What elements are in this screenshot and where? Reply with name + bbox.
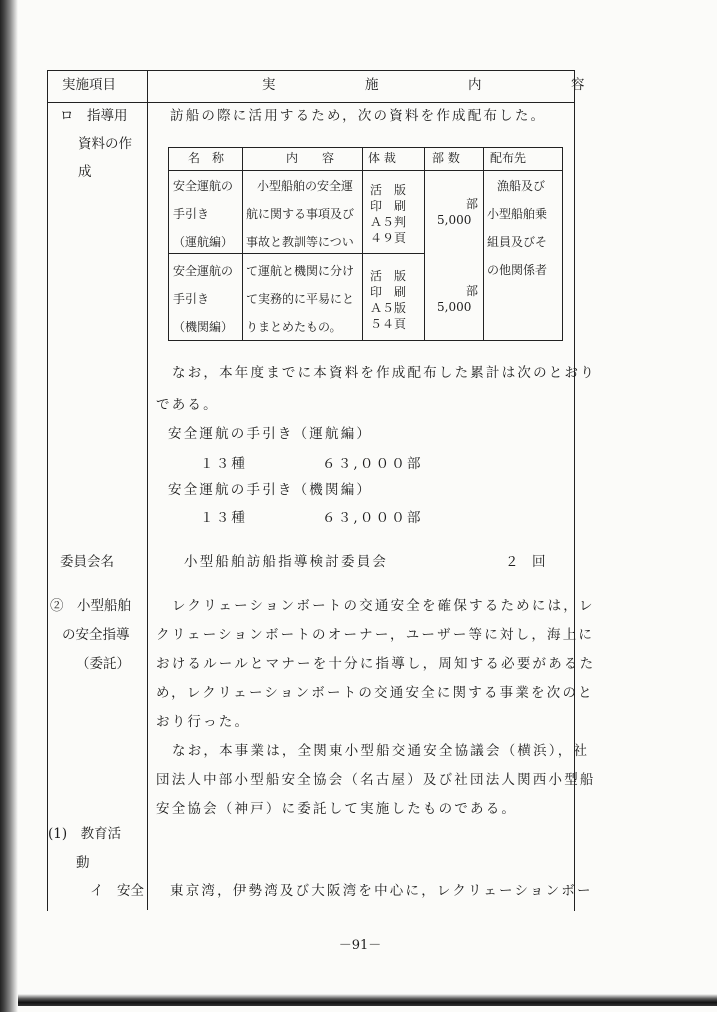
distribution-line4: の他関係者 <box>487 263 548 277</box>
scan-edge-shadow <box>0 0 18 1012</box>
row2-format-line1: 活 版 <box>370 269 407 283</box>
item1-label-line3: 成 <box>78 164 92 180</box>
page-number: －91－ <box>338 938 382 953</box>
note-line2: である。 <box>156 397 219 413</box>
table-header-distribution: 配布先 <box>490 151 527 165</box>
row2-format-line4: ５４頁 <box>370 317 407 331</box>
item2-label-line3: （委託） <box>76 656 130 672</box>
item3-label-line2: 動 <box>76 855 90 871</box>
committee-label: 委員会名 <box>60 554 114 570</box>
item2-label-line1: ② 小型船舶 <box>50 598 131 614</box>
row1-content-line1: 小型船舶の安全運 <box>257 179 354 193</box>
row1-format-line2: 印 刷 <box>370 199 407 213</box>
item1-intro: 訪船の際に活用するため，次の資料を作成配布した。 <box>170 108 547 124</box>
item2-body-line7: 団法人中部小型船安全協会（名古屋）及び社団法人関西小型船 <box>156 772 596 788</box>
row1-format-line1: 活 版 <box>370 183 407 197</box>
distribution-line2: 小型船舶乗 <box>487 207 548 221</box>
item4-label: イ 安全 <box>90 883 144 899</box>
row2-name-line2: 手引き <box>173 292 210 306</box>
row2-name-line1: 安全運航の <box>173 264 234 278</box>
header-rule <box>47 102 575 103</box>
total2-title: 安全運航の手引き（機関編） <box>168 482 373 498</box>
item1-label-line2: 資料の作 <box>78 136 132 152</box>
row1-format-line4: ４９頁 <box>370 231 407 245</box>
row2-format-line2: 印 刷 <box>370 285 407 299</box>
row2-content-line3: りまとめたもの。 <box>246 320 342 334</box>
row1-name-line3: （運航編） <box>173 235 234 249</box>
row1-name-line1: 安全運航の <box>173 179 234 193</box>
item2-body-line8: 安全協会（神戸）に委託して実施したものである。 <box>156 801 518 817</box>
header-item-label: 実施項目 <box>62 77 116 93</box>
item1-label-line1: ロ 指導用 <box>60 108 128 124</box>
total1-copies: ６３,０００部 <box>322 456 423 472</box>
item3-label-line1: (1) 教育活 <box>48 826 122 842</box>
item4-body: 東京湾，伊勢湾及び大阪湾を中心に，レクリェーションボー <box>170 883 593 899</box>
table-header-content: 内 容 <box>286 151 335 165</box>
total1-title: 安全運航の手引き（運航編） <box>168 426 373 442</box>
distribution-line3: 組員及びそ <box>487 235 548 249</box>
item2-body-line5: おり行った。 <box>156 714 251 730</box>
row1-format-line3: Ａ５判 <box>370 215 407 229</box>
item2-label-line2: の安全指導 <box>62 627 130 643</box>
total1-kinds: １３種 <box>200 456 248 472</box>
row1-content-line3: 事故と教訓等につい <box>246 235 354 249</box>
header-content-label: 実 施 内 容 <box>262 77 623 93</box>
row2-qty: 5,000 <box>437 300 472 314</box>
total2-copies: ６３,０００部 <box>322 510 423 526</box>
row1-qty-unit: 部 <box>466 197 479 211</box>
row2-qty-unit: 部 <box>466 284 479 298</box>
row1-qty: 5,000 <box>437 213 472 227</box>
row1-content-line2: 航に関する事項及び <box>246 207 355 221</box>
row2-content-line2: て実務的に平易にと <box>246 292 355 306</box>
row2-name-line3: （機関編） <box>173 320 234 334</box>
item2-body-line6: なお，本事業は，全関東小型船交通安全協議会（横浜），社 <box>172 743 590 759</box>
table-header-qty: 部 数 <box>432 151 460 165</box>
row2-content-line1: て運航と機関に分け <box>246 264 355 278</box>
item2-body-line4: め，レクリェーションボートの交通安全に関する事業を次のと <box>156 685 594 701</box>
item2-body-line2: クリェーションボートのオーナー，ユーザー等に対し，海上に <box>156 627 595 643</box>
item2-body-line3: おけるルールとマナーを十分に指導し，周知する必要があるた <box>156 656 596 672</box>
column-divider <box>147 70 148 910</box>
item2-body-line1: レクリェーションボートの交通安全を確保するためには，レ <box>172 598 595 614</box>
row2-format-line3: Ａ５版 <box>370 301 407 315</box>
table-header-name: 名 称 <box>188 151 225 165</box>
total2-kinds: １３種 <box>200 510 248 526</box>
row1-name-line2: 手引き <box>173 207 210 221</box>
committee-name: 小型船舶訪船指導検討委員会 <box>184 554 389 570</box>
table-header-format: 体 裁 <box>368 151 396 165</box>
note-line1: なお，本年度までに本資料を作成配布した累計は次のとおり <box>172 365 596 381</box>
distribution-line1: 漁船及び <box>497 179 546 193</box>
scan-bottom-bar <box>18 994 717 1006</box>
committee-count: ２ 回 <box>505 554 546 570</box>
